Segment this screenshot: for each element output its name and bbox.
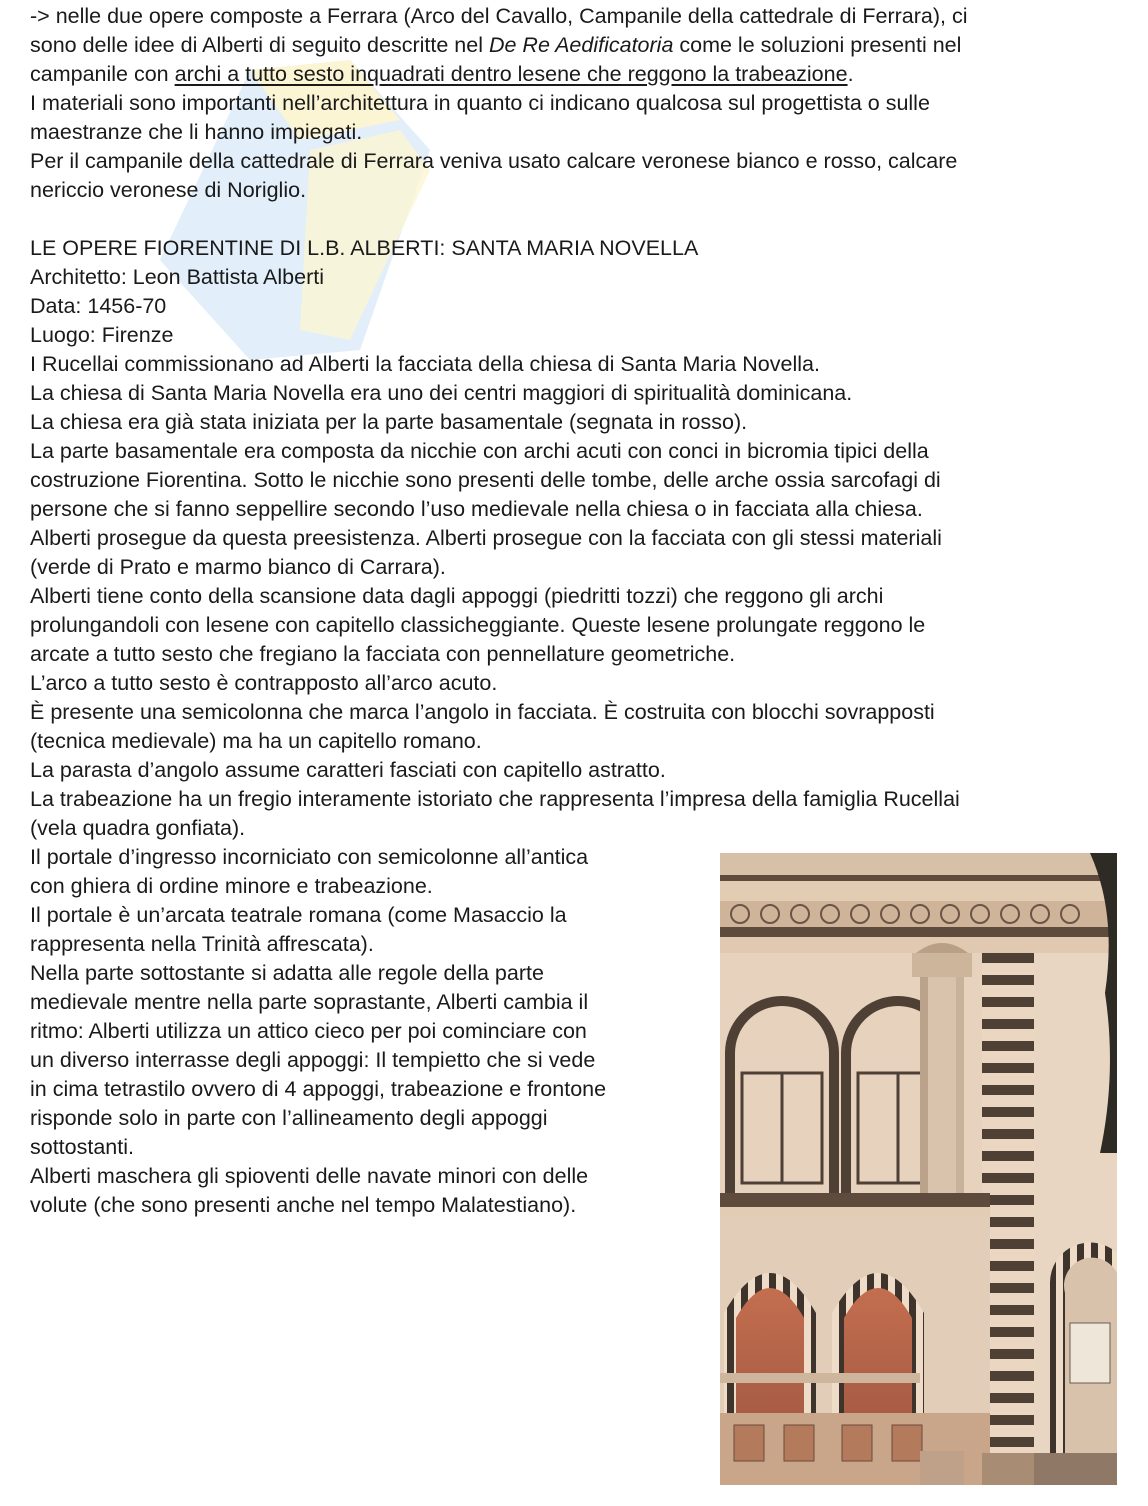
text-line: Per il campanile della cattedrale di Ferrara veniva usato calcare veronese bianco e rosso, calcare (30, 149, 958, 173)
text-line: arcate a tutto sesto che fregiano la facciata con pennellature geometriche. (30, 642, 736, 666)
text-line: prolungandoli con lesene con capitello classicheggiante. Queste lesene prolungate reggono le (30, 613, 926, 637)
text-line: Alberti prosegue da questa preesistenza. Alberti prosegue con la facciata con gli stessi materiali (30, 526, 942, 550)
text-line: rappresenta nella Trinità affrescata). (30, 932, 374, 956)
text-line: (tecnica medievale) ma ha un capitello romano. (30, 729, 482, 753)
text-line: costruzione Fiorentina. Sotto le nicchie sono presenti delle tombe, delle arche ossia sarcofagi di (30, 468, 941, 492)
text-segment: . (847, 62, 854, 86)
text-line: I materiali sono importanti nell’architettura in quanto ci indicano qualcosa sul progettista o sulle (30, 91, 930, 115)
text-line (30, 31, 1120, 60)
text-line: in cima tetrastilo ovvero di 4 appoggi, trabeazione e frontone (30, 1077, 607, 1101)
text-line: I Rucellai commissionano ad Alberti la facciata della chiesa di Santa Maria Novella. (30, 352, 820, 376)
text-line: con ghiera di ordine minore e trabeazione. (30, 874, 433, 898)
facade-photo (720, 853, 1117, 1485)
text-line: È presente una semicolonna che marca l’angolo in facciata. È costruita con blocchi sovrapposti (30, 700, 935, 724)
text-line: nericcio veronese di Noriglio. (30, 178, 307, 202)
text-line: risponde solo in parte con l’allineamento degli appoggi (30, 1106, 548, 1130)
text-line: Il portale è un’arcata teatrale romana (come Masaccio la (30, 903, 567, 927)
italic-title: De Re Aedificatoria (488, 33, 674, 57)
santa-maria-novella-facade-image (720, 853, 1117, 1485)
text-line (30, 60, 1120, 89)
section-heading: LE OPERE FIORENTINE DI L.B. ALBERTI: SANTA MARIA NOVELLA (30, 236, 699, 260)
underlined-phrase: archi a tutto sesto inquadrati dentro lesene che reggono la trabeazione (174, 62, 848, 86)
text-line: La parte basamentale era composta da nicchie con archi acuti con conci in bicromia tipici della (30, 439, 929, 463)
text-line: (vela quadra gonfiata). (30, 816, 246, 840)
text-line: La chiesa era già stata iniziata per la parte basamentale (segnata in rosso). (30, 410, 748, 434)
text-line: Alberti tiene conto della scansione data dagli appoggi (piedritti tozzi) che reggono gli archi (30, 584, 884, 608)
text-line: La parasta d’angolo assume caratteri fasciati con capitello astratto. (30, 758, 666, 782)
text-line: Luogo: Firenze (30, 323, 174, 347)
text-line: Data: 1456-70 (30, 294, 167, 318)
blank-line (30, 205, 1120, 234)
text-line: sottostanti. (30, 1135, 134, 1159)
text-line: Alberti maschera gli spioventi delle navate minori con delle (30, 1164, 589, 1188)
text-line: Architetto: Leon Battista Alberti (30, 265, 324, 289)
text-line: Nella parte sottostante si adatta alle regole della parte (30, 961, 544, 985)
text-line: -> nelle due opere composte a Ferrara (Arco del Cavallo, Campanile della cattedrale di Ferrara), ci (30, 4, 968, 28)
text-line: L’arco a tutto sesto è contrapposto all’arco acuto. (30, 671, 498, 695)
text-segment: campanile con (30, 62, 175, 86)
text-line: (verde di Prato e marmo bianco di Carrara). (30, 555, 446, 579)
text-line: Il portale d’ingresso incorniciato con semicolonne all’antica (30, 845, 589, 869)
text-line: La chiesa di Santa Maria Novella era uno dei centri maggiori di spiritualità dominicana. (30, 381, 853, 405)
text-line: La trabeazione ha un fregio interamente istoriato che rappresenta l’impresa della famiglia Rucellai (30, 787, 960, 811)
text-line: persone che si fanno seppellire secondo l’uso medievale nella chiesa o in facciata alla chiesa. (30, 497, 923, 521)
text-segment: come le soluzioni presenti nel (673, 33, 962, 57)
text-line: maestranze che li hanno impiegati. (30, 120, 363, 144)
text-line: volute (che sono presenti anche nel tempo Malatestiano). (30, 1193, 577, 1217)
text-line: medievale mentre nella parte soprastante, Alberti cambia il (30, 990, 589, 1014)
text-line: un diverso interrasse degli appoggi: Il tempietto che si vede (30, 1048, 596, 1072)
text-segment: sono delle idee di Alberti di seguito descritte nel (30, 33, 489, 57)
text-line: ritmo: Alberti utilizza un attico cieco per poi cominciare con (30, 1019, 587, 1043)
